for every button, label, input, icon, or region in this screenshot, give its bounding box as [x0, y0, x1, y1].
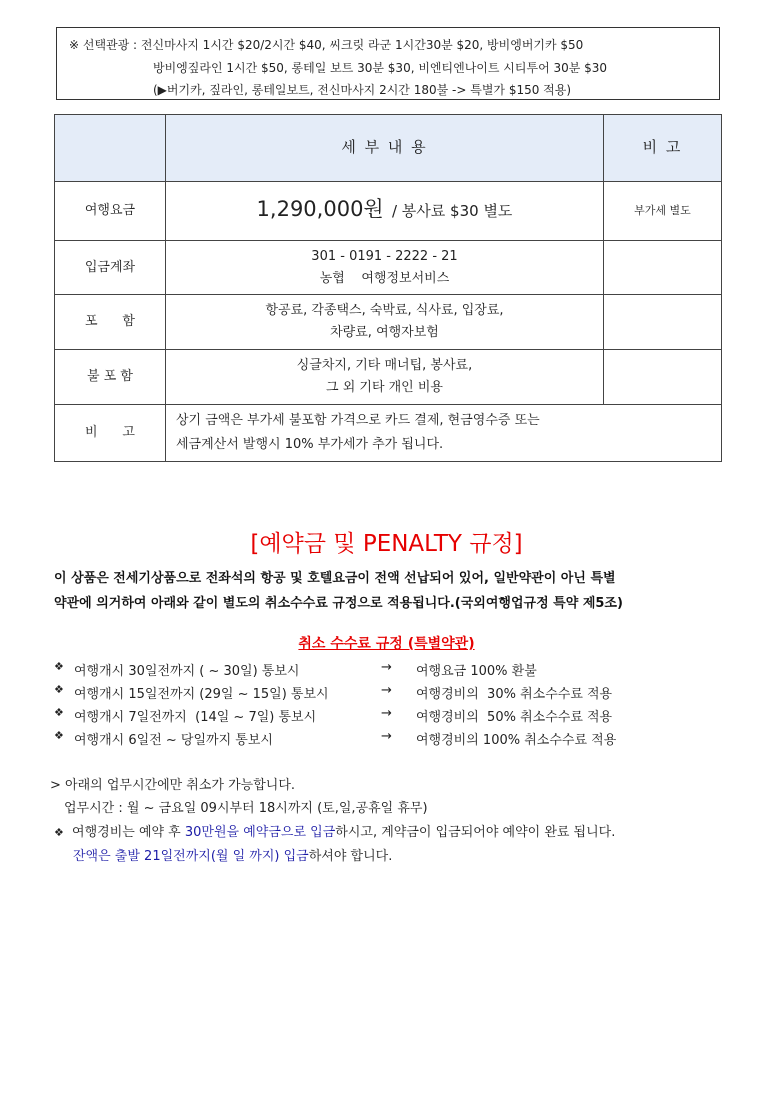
excluded-cell [166, 350, 604, 405]
deposit-pre: 여행경비는 예약 후 [72, 825, 185, 840]
account-cell [166, 241, 604, 295]
business-hours-note: > 아래의 업무시간에만 취소가 가능합니다. [50, 778, 296, 793]
arrow-icon: → [381, 729, 392, 744]
rule-period: 여행개시 6일전 ~ 당일까지 통보시 [74, 733, 273, 748]
remark-line-2: 세금계산서 발행시 10% 부가세가 추가 됩니다. [176, 437, 444, 452]
optional-line-2: 방비엥짚라인 1시간 $50, 롱테일 보트 30분 $30, 비엔티엔나이트 시티투어 30분 $30 [153, 61, 608, 75]
header-note: 비 고 [642, 138, 683, 156]
header-detail-cell [166, 115, 604, 182]
arrow-icon: → [381, 683, 392, 698]
arrow-icon: → [381, 660, 392, 675]
bullet-icon: ❖ [54, 729, 64, 742]
deposit-line-1 [54, 821, 615, 840]
label-remark: 비 고 [55, 405, 166, 462]
rule-period: 여행개시 30일전까지 ( ~ 30일) 통보시 [74, 664, 300, 679]
rule-period: 여행개시 15일전까지 (29일 ~ 15일) 통보시 [74, 687, 329, 702]
business-hours: 업무시간 : 월 ~ 금요일 09시부터 18시까지 (토,일,공휴일 휴무) [64, 801, 428, 816]
fee-cell [166, 182, 604, 241]
label-account: 입금계좌 [55, 241, 166, 295]
trip-info-table [54, 114, 722, 462]
fee-note: 부가세 별도 [604, 182, 722, 241]
label-fee: 여행요금 [55, 182, 166, 241]
rule-result: 여행경비의 50% 취소수수료 적용 [416, 710, 613, 725]
arrow-icon: → [381, 706, 392, 721]
rule-result: 여행경비의 30% 취소수수료 적용 [416, 687, 613, 702]
optional-line-1: ※ 선택관광 : 전신마사지 1시간 $20/2시간 $40, 씨크릿 라군 1시간30분 $20, 방비엥버기카 $50 [69, 38, 584, 52]
table-row-remark [55, 405, 722, 462]
balance-post: 하셔야 합니다. [308, 849, 393, 864]
header-blank-cell [55, 115, 166, 182]
included-cell [166, 295, 604, 350]
optional-tours-box [56, 27, 720, 100]
cancel-fee-title: 취소 수수료 규정 (특별약관) [298, 636, 475, 652]
label-excluded: 불 포 함 [55, 350, 166, 405]
remark-cell [166, 405, 722, 462]
intro-line-1: 이 상품은 전세기상품으로 전좌석의 항공 및 호텔요금이 전액 선납되어 있어, 일반약관이 아닌 특별 [54, 571, 616, 586]
penalty-title: [예약금 및 PENALTY 규정] [250, 531, 523, 557]
bullet-icon: ❖ [54, 826, 64, 839]
account-note [604, 241, 722, 295]
table-row-included [55, 295, 722, 350]
balance-due: 잔액은 출발 21일전까지(월 일 까지) 입금 [73, 849, 309, 864]
header-note-cell [604, 115, 722, 182]
deposit-post: 하시고, 계약금이 입금되어야 예약이 완료 됩니다. [335, 825, 616, 840]
rule-period: 여행개시 7일전까지 (14일 ~ 7일) 통보시 [74, 710, 317, 725]
account-number: 301 - 0191 - 2222 - 21 [311, 248, 458, 264]
table-row-excluded [55, 350, 722, 405]
included-note [604, 295, 722, 350]
remark-line-1: 상기 금액은 부가세 불포함 가격으로 카드 결제, 현금영수증 또는 [176, 413, 540, 428]
included-line-1: 항공료, 각종택스, 숙박료, 식사료, 입장료, [265, 303, 504, 318]
account-bank: 농협 여행정보서비스 [319, 270, 450, 286]
header-detail: 세 부 내 용 [341, 138, 428, 156]
optional-line-3: (▶버기카, 짚라인, 롱테일보트, 전신마사지 2시간 180불 -> 특별가 $150 적용) [153, 83, 572, 97]
table-row-account [55, 241, 722, 295]
bullet-icon: ❖ [54, 706, 64, 719]
excluded-line-1: 싱글차지, 기타 매너팁, 봉사료, [296, 358, 473, 373]
label-included: 포 함 [55, 295, 166, 350]
penalty-intro [54, 566, 734, 616]
rule-result: 여행요금 100% 환불 [416, 664, 537, 679]
deposit-line-2 [73, 845, 392, 864]
included-line-2: 차량료, 여행자보험 [330, 325, 439, 340]
bullet-icon: ❖ [54, 683, 64, 696]
table-header-row [55, 115, 722, 182]
price-amount: 1,290,000원 [256, 197, 384, 221]
price-extra: / 봉사료 $30 별도 [391, 202, 513, 220]
deposit-amount: 30만원을 예약금으로 입금 [184, 825, 336, 840]
excluded-line-2: 그 외 기타 개인 비용 [326, 380, 443, 395]
bullet-icon: ❖ [54, 660, 64, 673]
rule-result: 여행경비의 100% 취소수수료 적용 [416, 733, 617, 748]
table-row-fee [55, 182, 722, 241]
excluded-note [604, 350, 722, 405]
intro-line-2: 약관에 의거하여 아래와 같이 별도의 취소수수료 규정으로 적용됩니다.(국외여행업규정 특약 제5조) [54, 596, 623, 611]
